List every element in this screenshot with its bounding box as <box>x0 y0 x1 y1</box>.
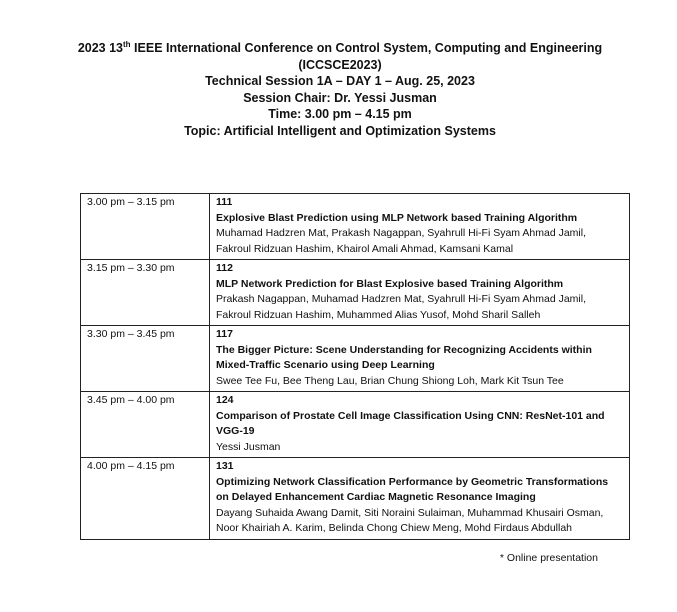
paper-authors: Muhamad Hadzren Mat, Prakash Nagappan, Syahrull Hi-Fi Syam Ahmad Jamil, Fakroul Ridzuan Hashim, Khairol Amali Ahmad, Kamsani Kamal <box>216 227 586 255</box>
slot-time: 3.00 pm – 3.15 pm <box>81 194 210 260</box>
session-time: Time: 3.00 pm – 4.15 pm <box>268 107 412 121</box>
paper-authors: Dayang Suhaida Awang Damit, Siti Noraini Sulaiman, Muhammad Khusairi Osman, Noor Khairiah A. Karim, Belinda Chong Chiew Meng, Mohd Firdaus Abdullah <box>216 506 604 534</box>
paper-title: Comparison of Prostate Cell Image Classification Using CNN: ResNet-101 and VGG-19 <box>216 409 605 437</box>
table-row <box>81 260 630 326</box>
table-row <box>81 326 630 392</box>
paper-cell <box>210 194 630 260</box>
table-row <box>81 458 630 540</box>
table-row <box>81 194 630 260</box>
table-row <box>81 392 630 458</box>
paper-id: 131 <box>216 460 234 472</box>
session-chair: Session Chair: Dr. Yessi Jusman <box>243 90 437 105</box>
ordinal-suffix: th <box>123 39 131 49</box>
paper-id: 117 <box>216 328 233 340</box>
session-title: Technical Session 1A – DAY 1 – Aug. 25, 2023 <box>205 74 475 88</box>
paper-cell <box>210 260 630 326</box>
document-header <box>60 40 620 139</box>
schedule-table <box>80 193 630 540</box>
paper-authors: Prakash Nagappan, Muhamad Hadzren Mat, Syahrull Hi-Fi Syam Ahmad Jamil, Fakroul Ridzuan Hashim, Muhammed Alias Yusof, Mohd Sharil Salleh <box>216 293 586 321</box>
slot-time: 3.30 pm – 3.45 pm <box>81 326 210 392</box>
slot-time: 3.15 pm – 3.30 pm <box>81 260 210 326</box>
conference-abbrev: (ICCSCE2023) <box>298 57 382 72</box>
paper-authors: Swee Tee Fu, Bee Theng Lau, Brian Chung Shiong Loh, Mark Kit Tsun Tee <box>216 374 564 387</box>
slot-time: 3.45 pm – 4.00 pm <box>81 392 210 458</box>
online-presentation-note: * Online presentation <box>499 552 598 564</box>
paper-cell <box>210 458 630 540</box>
session-topic: Topic: Artificial Intelligent and Optimization Systems <box>184 123 496 138</box>
paper-title: Explosive Blast Prediction using MLP Network based Training Algorithm <box>216 211 578 224</box>
paper-cell <box>210 392 630 458</box>
paper-title: MLP Network Prediction for Blast Explosive based Training Algorithm <box>216 277 564 290</box>
paper-title: The Bigger Picture: Scene Understanding for Recognizing Accidents within Mixed-Traffic Scenario using Deep Learning <box>216 343 592 371</box>
paper-title: Optimizing Network Classification Performance by Geometric Transformations on Delayed Enhancement Cardiac Magnetic Resonance Imaging <box>216 475 609 503</box>
paper-id: 112 <box>216 262 233 274</box>
paper-cell <box>210 326 630 392</box>
paper-id: 124 <box>216 394 234 406</box>
conference-title: 2023 13th IEEE International Conference on Control System, Computing and Engineering <box>77 39 603 55</box>
slot-time: 4.00 pm – 4.15 pm <box>81 458 210 540</box>
paper-id: 111 <box>216 196 233 208</box>
paper-authors: Yessi Jusman <box>216 440 281 453</box>
